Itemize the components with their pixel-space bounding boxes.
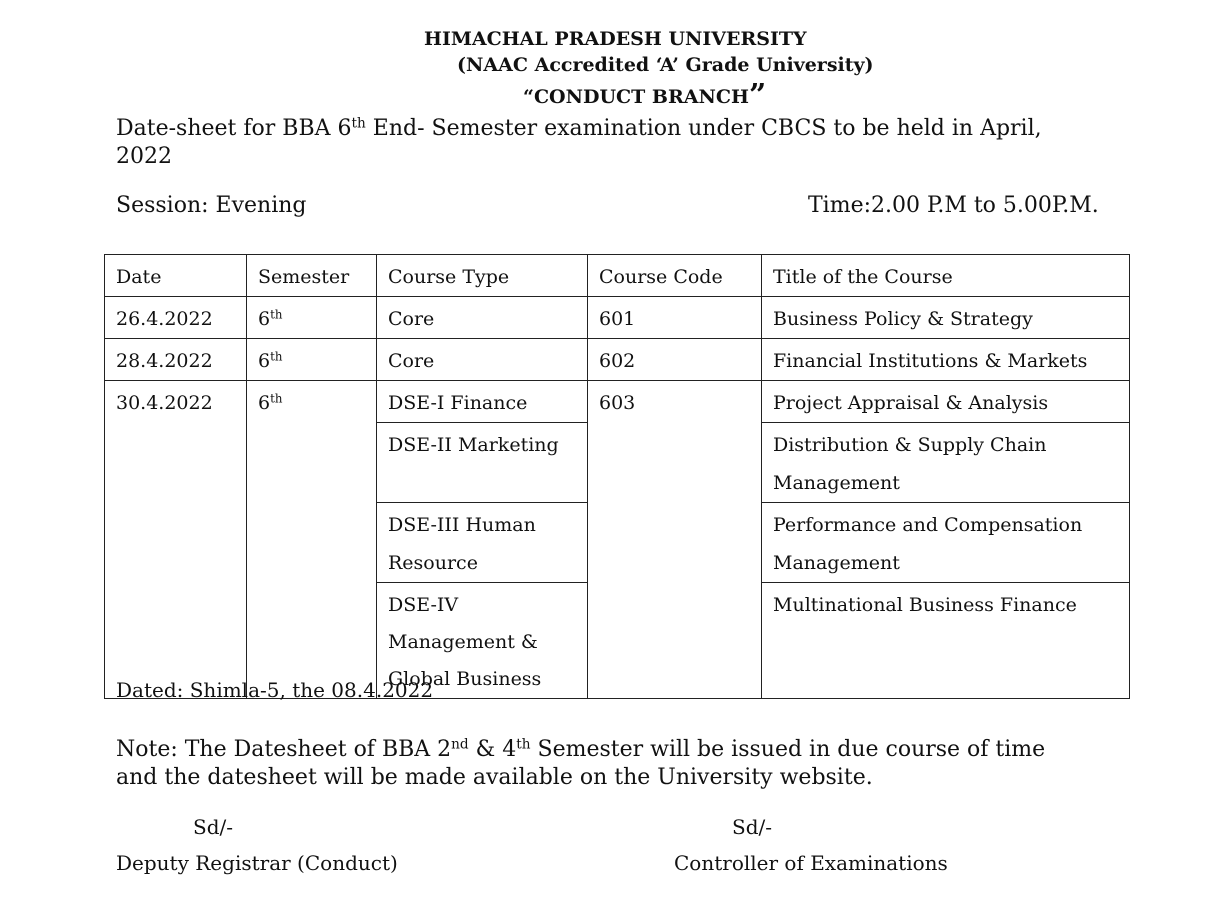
controller-title: Controller of Examinations (674, 851, 948, 875)
header-course-title: Title of the Course (762, 255, 1130, 297)
cell-course-type: Core (377, 339, 588, 381)
cell-course-title: Financial Institutions & Markets (762, 339, 1130, 381)
university-name: HIMACHAL PRADESH UNIVERSITY (424, 28, 807, 50)
cell-course-title: Performance and Compensation Management (762, 503, 1130, 583)
cell-course-code: 601 (588, 297, 762, 339)
cell-date: 26.4.2022 (105, 297, 247, 339)
note-line2: and the datesheet will be made available on the University website. (116, 765, 873, 790)
cell-course-type: DSE-III Human Resource (377, 503, 588, 583)
table-row (105, 297, 1130, 339)
deputy-registrar-title: Deputy Registrar (Conduct) (116, 851, 398, 875)
header-semester: Semester (247, 255, 377, 297)
cell-course-type: DSE-II Marketing (377, 423, 588, 503)
cell-course-title: Multinational Business Finance (762, 583, 1130, 699)
cell-date: 28.4.2022 (105, 339, 247, 381)
cell-semester: 6th (247, 297, 377, 339)
cell-semester: 6th (247, 339, 377, 381)
datesheet-title-line2: 2022 (116, 144, 172, 169)
table-header-row (105, 255, 1130, 297)
cell-course-type: DSE-I Finance (377, 381, 588, 423)
title-part2: End- Semester examination under CBCS to be held in April, (365, 116, 1042, 141)
session-text: Session: Evening (116, 193, 307, 218)
table-row (105, 381, 1130, 423)
title-sup: th (351, 115, 366, 132)
left-signature-sd: Sd/- (193, 815, 233, 839)
branch-name: CONDUCT BRANCH (533, 86, 749, 108)
header-course-code: Course Code (588, 255, 762, 297)
dated-line: Dated: Shimla-5, the 08.4.2022 (116, 678, 434, 702)
note-line1: Note: The Datesheet of BBA 2nd & 4th Semester will be issued in due course of time (116, 736, 1046, 762)
table-row (105, 339, 1130, 381)
accreditation-line: (NAAC Accredited ‘A’ Grade University) (457, 54, 874, 76)
branch-close-quote: ” (748, 78, 767, 113)
branch-line (523, 78, 767, 113)
cell-course-title: Project Appraisal & Analysis (762, 381, 1130, 423)
cell-course-type: Core (377, 297, 588, 339)
cell-semester: 6th (247, 381, 377, 699)
header-course-type: Course Type (377, 255, 588, 297)
cell-date: 30.4.2022 (105, 381, 247, 699)
datesheet-table (104, 254, 1130, 699)
branch-open-quote: “ (523, 86, 534, 108)
cell-course-title: Distribution & Supply Chain Management (762, 423, 1130, 503)
header-date: Date (105, 255, 247, 297)
datesheet-title-line1 (116, 116, 1042, 141)
cell-course-code: 603 (588, 381, 762, 699)
cell-course-title: Business Policy & Strategy (762, 297, 1130, 339)
cell-course-code: 602 (588, 339, 762, 381)
title-part1: Date-sheet for BBA 6 (116, 116, 352, 141)
cell-course-type: DSE-IV Management & Global Business (377, 583, 588, 699)
right-signature-sd: Sd/- (732, 815, 772, 839)
time-text: Time:2.00 P.M to 5.00P.M. (808, 193, 1099, 218)
